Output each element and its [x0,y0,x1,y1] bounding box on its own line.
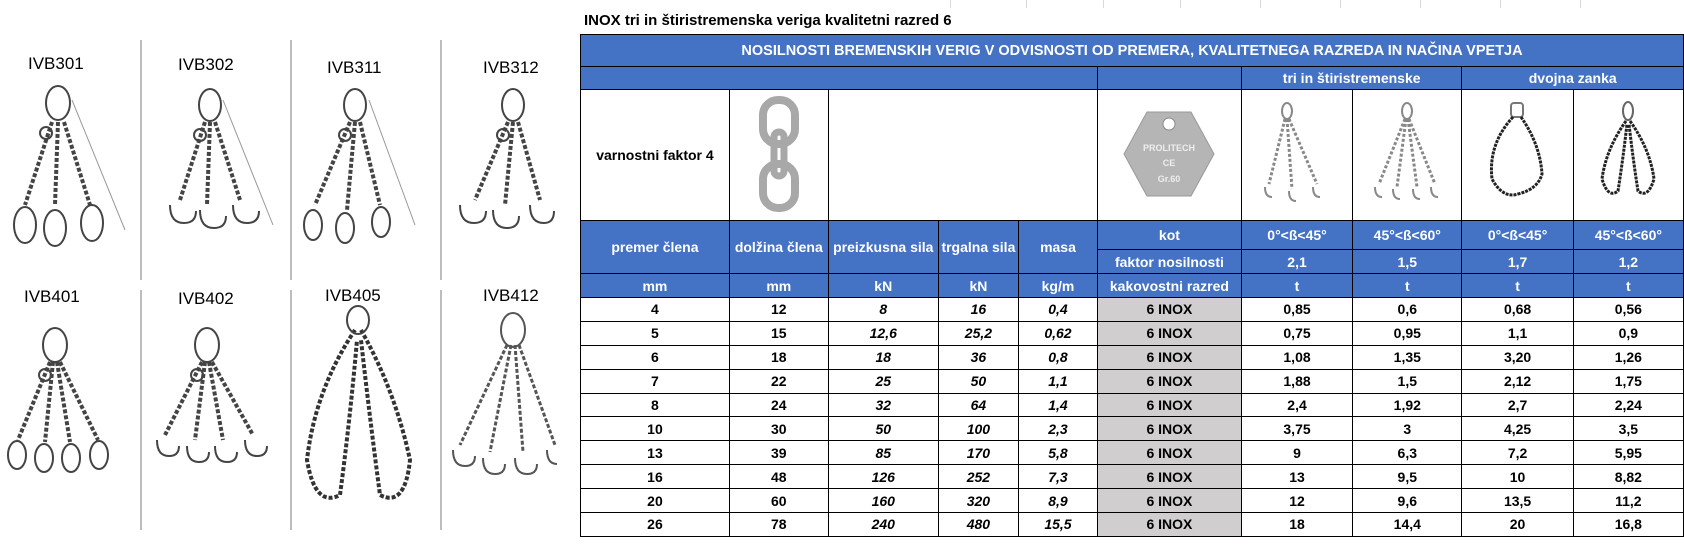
table-title-row [581,35,1684,67]
tri-angle1-image [1241,90,1352,221]
table-cell: 1,92 [1353,393,1462,417]
table-cell: 6 INOX [1097,489,1241,513]
table-cell: 39 [729,441,828,465]
col-trgalna: trgalna sila [938,221,1018,274]
table-cell: 170 [938,441,1018,465]
table-cell: 6 INOX [1097,345,1241,369]
table-main-header: NOSILNOSTI BREMENSKIH VERIG V ODVISNOSTI OD PREMERA, KVALITETNEGA RAZREDA IN NAČINA VPETJA [581,35,1684,67]
table-cell: 1,75 [1573,369,1683,393]
table-cell: 0,75 [1241,321,1352,345]
table-cell: 0,85 [1241,298,1352,322]
table-row [581,321,1684,345]
table-cell: 60 [729,489,828,513]
table-cell: 7 [581,369,730,393]
table-cell: 12,6 [828,321,938,345]
grid-tick [1180,0,1181,8]
table-row [581,465,1684,489]
table-cell: 0,8 [1019,345,1098,369]
table-cell: 50 [828,417,938,441]
table-cell: 3,5 [1573,417,1683,441]
four-leg-sling-icon [1367,99,1447,209]
tag-brand: PROLITECH [1143,142,1196,153]
table-cell: 160 [828,489,938,513]
table-cell: 1,08 [1241,345,1352,369]
table-cell: 6 [581,345,730,369]
table-cell: 48 [729,465,828,489]
factor-value: 2,1 [1241,250,1352,274]
divider [290,290,292,530]
table-cell: 20 [1462,513,1573,537]
table-cell: 3 [1353,417,1462,441]
table-cell: 252 [938,465,1018,489]
divider [140,290,142,530]
unit-cell: mm [581,274,730,298]
table-cell: 7,3 [1019,465,1098,489]
factor-value: 1,5 [1353,250,1462,274]
table-cell: 36 [938,345,1018,369]
product-code: IVB405 [325,286,381,305]
group-tri-header: tri in štiristremenske [1241,67,1462,90]
angle-header: 45°<ß<60° [1353,221,1462,250]
divider [290,40,292,280]
table-cell: 15,5 [1019,513,1098,537]
table-cell: 8 [828,298,938,322]
col-kot: kot [1097,221,1241,250]
table-cell: 18 [828,345,938,369]
table-cell: 1,26 [1573,345,1683,369]
table-cell: 6,3 [1353,441,1462,465]
table-cell: 18 [1241,513,1352,537]
table-cell: 240 [828,513,938,537]
product-code: IVB412 [483,286,539,305]
table-cell: 16,8 [1573,513,1683,537]
grid-tick [1420,0,1421,8]
table-cell: 6 INOX [1097,393,1241,417]
table-cell: 32 [828,393,938,417]
table-cell: 1,88 [1241,369,1352,393]
group-dvojna-header: dvojna zanka [1462,67,1684,90]
grid-tick [1580,0,1581,8]
col-masa: masa [1019,221,1098,274]
table-cell: 320 [938,489,1018,513]
table-cell: 1,5 [1353,369,1462,393]
table-cell: 9 [1241,441,1352,465]
angle-header: 0°<ß<45° [1462,221,1573,250]
tag-ce: CE [1163,157,1176,168]
product-ivb412[interactable] [445,270,570,541]
single-loop-sling-icon [1478,99,1558,209]
table-cell: 0,56 [1573,298,1683,322]
table-cell: 1,35 [1353,345,1462,369]
divider [440,290,442,530]
col-faktor: faktor nosilnosti [1097,250,1241,274]
product-code: IVB311 [327,58,382,77]
tri-angle2-image [1353,90,1462,221]
table-cell: 1,1 [1019,369,1098,393]
grade-tag-image [1097,90,1241,221]
product-catalog [0,0,570,541]
product-ivb405[interactable] [295,270,440,541]
dvojna-angle1-image [1462,90,1573,221]
product-ivb401[interactable] [0,270,140,541]
table-cell: 100 [938,417,1018,441]
product-code: IVB312 [483,58,539,77]
grid-tick [950,0,951,8]
table-cell: 25 [828,369,938,393]
grid-tick [1500,0,1501,8]
three-leg-shortener-chain-icon [295,0,440,270]
double-loop-chain-icon [295,270,440,541]
table-cell: 4 [581,298,730,322]
table-row [581,298,1684,322]
table-row [581,345,1684,369]
column-header-row [581,221,1684,250]
four-leg-chain-icon [0,270,140,541]
table-cell: 50 [938,369,1018,393]
table-row [581,513,1684,537]
table-cell: 5,95 [1573,441,1683,465]
table-cell: 16 [581,465,730,489]
unit-cell: t [1353,274,1462,298]
empty-cell [581,67,1098,90]
product-ivb301[interactable] [0,0,140,270]
page-title: INOX tri in štiristremenska veriga kvalitetni razred 6 [584,12,952,29]
unit-cell: t [1241,274,1352,298]
table-cell: 2,7 [1462,393,1573,417]
product-ivb402[interactable] [145,270,290,541]
table-cell: 16 [938,298,1018,322]
table-cell: 11,2 [1573,489,1683,513]
empty-image-cell [828,90,1097,221]
table-cell: 0,6 [1353,298,1462,322]
table-cell: 22 [729,369,828,393]
table-cell: 6 INOX [1097,417,1241,441]
divider [440,40,442,280]
table-cell: 6 INOX [1097,465,1241,489]
table-cell: 3,20 [1462,345,1573,369]
table-cell: 15 [729,321,828,345]
table-cell: 3,75 [1241,417,1352,441]
table-cell: 0,95 [1353,321,1462,345]
table-cell: 78 [729,513,828,537]
table-cell: 0,68 [1462,298,1573,322]
unit-cell: mm [729,274,828,298]
unit-cell: kN [828,274,938,298]
table-cell: 6 INOX [1097,321,1241,345]
product-ivb311[interactable] [295,0,440,270]
unit-row [581,274,1684,298]
unit-cell: kg/m [1019,274,1098,298]
group-header-row [581,67,1684,90]
table-cell: 0,62 [1019,321,1098,345]
product-ivb312[interactable] [445,0,570,270]
grid-tick [1260,0,1261,8]
four-leg-hook-shortener-chain-icon [445,270,570,541]
table-row [581,441,1684,465]
table-cell: 30 [729,417,828,441]
tag-grade: Gr.60 [1158,173,1181,184]
double-loop-sling-icon [1588,99,1668,209]
dvojna-angle2-image [1573,90,1683,221]
table-cell: 6 INOX [1097,369,1241,393]
col-preizkusna: preizkusna sila [828,221,938,274]
product-code: IVB302 [178,55,234,74]
table-cell: 1,1 [1462,321,1573,345]
angle-header: 0°<ß<45° [1241,221,1352,250]
unit-cell: kakovostni razred [1097,274,1241,298]
three-leg-sling-icon [1257,99,1337,209]
unit-cell: t [1573,274,1683,298]
col-dolzina: dolžina člena [729,221,828,274]
grade-tag-icon [1119,104,1219,204]
image-row [581,90,1684,221]
table-cell: 6 INOX [1097,441,1241,465]
table-cell: 10 [1462,465,1573,489]
three-leg-chain-icon [0,0,140,270]
four-leg-hook-chain-icon [145,270,290,541]
table-cell: 14,4 [1353,513,1462,537]
table-row [581,393,1684,417]
load-capacity-table [580,34,1684,537]
table-cell: 5 [581,321,730,345]
table-cell: 8,9 [1019,489,1098,513]
grid-tick [1103,0,1104,8]
table-cell: 5,8 [1019,441,1098,465]
table-cell: 12 [729,298,828,322]
angle-header: 45°<ß<60° [1573,221,1683,250]
table-cell: 4,25 [1462,417,1573,441]
table-cell: 1,4 [1019,393,1098,417]
table-cell: 2,4 [1241,393,1352,417]
factor-value: 1,2 [1573,250,1683,274]
table-cell: 8,82 [1573,465,1683,489]
unit-cell: kN [938,274,1018,298]
table-cell: 9,5 [1353,465,1462,489]
three-leg-hook-chain-icon [145,0,290,270]
table-cell: 13,5 [1462,489,1573,513]
table-cell: 0,9 [1573,321,1683,345]
table-cell: 13 [1241,465,1352,489]
empty-cell [1097,67,1241,90]
chain-link-icon [754,94,804,214]
table-row [581,369,1684,393]
table-cell: 0,4 [1019,298,1098,322]
table-cell: 26 [581,513,730,537]
table-cell: 480 [938,513,1018,537]
table-cell: 9,6 [1353,489,1462,513]
product-ivb302[interactable] [145,0,290,270]
chain-link-image [729,90,828,221]
table-cell: 85 [828,441,938,465]
table-cell: 126 [828,465,938,489]
col-premer: premer člena [581,221,730,274]
grid-tick [1340,0,1341,8]
table-cell: 2,12 [1462,369,1573,393]
table-cell: 2,3 [1019,417,1098,441]
table-cell: 25,2 [938,321,1018,345]
product-code: IVB301 [28,54,84,73]
divider [140,40,142,280]
table-cell: 10 [581,417,730,441]
table-cell: 13 [581,441,730,465]
product-code: IVB402 [178,289,234,308]
three-leg-hook-shortener-chain-icon [445,0,570,270]
table-cell: 18 [729,345,828,369]
table-row [581,417,1684,441]
table-cell: 6 INOX [1097,513,1241,537]
table-cell: 64 [938,393,1018,417]
product-code: IVB401 [24,287,80,306]
table-row [581,489,1684,513]
table-cell: 24 [729,393,828,417]
table-cell: 8 [581,393,730,417]
table-cell: 12 [1241,489,1352,513]
table-cell: 20 [581,489,730,513]
table-cell: 7,2 [1462,441,1573,465]
safety-factor-label: varnostni faktor 4 [581,90,730,221]
table-cell: 6 INOX [1097,298,1241,322]
table-cell: 2,24 [1573,393,1683,417]
grid-tick [1026,0,1027,8]
factor-value: 1,7 [1462,250,1573,274]
unit-cell: t [1462,274,1573,298]
